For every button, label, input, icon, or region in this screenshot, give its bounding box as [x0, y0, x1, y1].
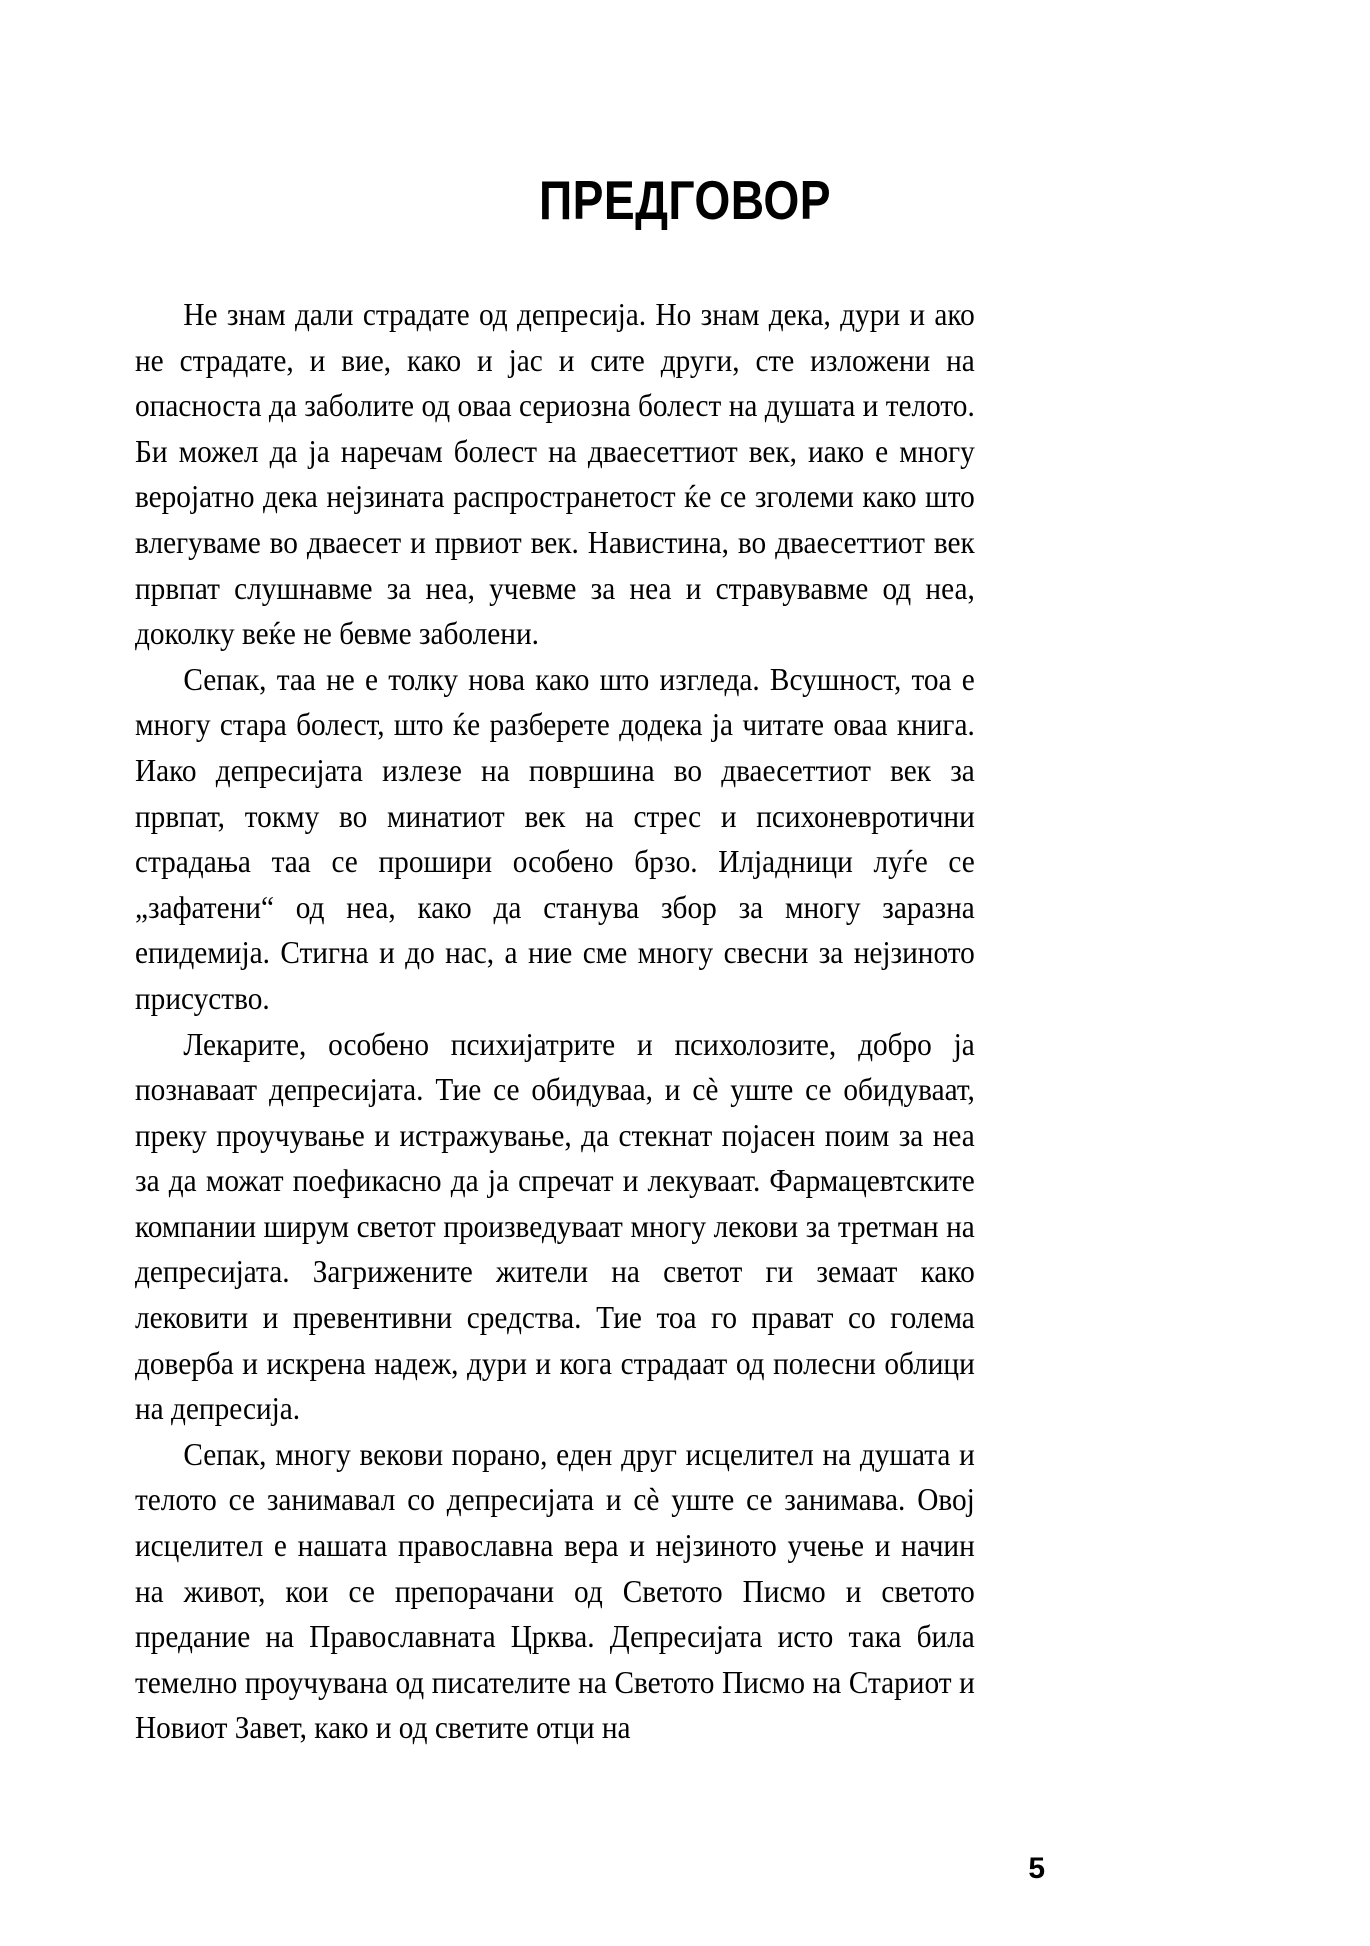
page-title: ПРЕДГОВОР [538, 168, 832, 231]
body-text-column [135, 292, 975, 1751]
page-number: 5 [1028, 1852, 1045, 1885]
paragraph: Лекарите, особено психијатрите и психолозите, добро ја познаваат депресијата. Тие се обидуваа, и сѐ уште се обидуваат, преку проучување и истражување, да стекнат појасен поим за неа за да можат поефикасно да ја спречат и лекуваат. Фармацевтските компании ширум светот произведуваат многу лекови за третман на депресијата. Загрижените жители на светот ги земаат како лековити и превентивни средства. Тие тоа го прават со голема доверба и искрена надеж, дури и кога страдаат од полесни облици на депресија. [135, 1026, 975, 1427]
paragraph: Не знам дали страдате од депресија. Но знам дека, дури и ако не страдате, и вие, како и јас и сите други, сте изложени на опасноста да заболите од оваа сериозна болест на душата и телото. Би можел да ја наречам болест на дваесеттиот век, иако е многу веројатно дека нејзината распространетост ќе се зголеми како што влегуваме во дваесет и првиот век. Навистина, во дваесеттиот век првпат слушнавме за неа, учевме за неа и стравувавме од неа, доколку веќе не бевме заболени. [135, 297, 975, 652]
paragraph: Сепак, таа не е толку нова како што изгледа. Всушност, тоа е многу стара болест, што ќе разберете додека ја читате оваа книга. Иако депресијата излезе на површина во дваесеттиот век за првпат, токму во минатиот век на стрес и психоневротични страдања таа се прошири особено брзо. Илјадници луѓе се „зафатени“ од неа, како да станува збор за многу заразна епидемија. Стигна и до нас, а ние сме многу свесни за нејзиното присуство. [135, 661, 975, 1016]
paragraph: Сепак, многу векови порано, еден друг исцелител на душата и телото се занимавал со депресијата и сѐ уште се занимава. Овој исцелител е нашата православна вера и нејзиното учење и начин на живот, кои се препорачани од Светото Писмо и светото предание на Православната Црква. Депресијата исто така била темелно проучувана од писателите на Светото Писмо на Стариот и Новиот Завет, како и од светите отци на [135, 1436, 975, 1746]
